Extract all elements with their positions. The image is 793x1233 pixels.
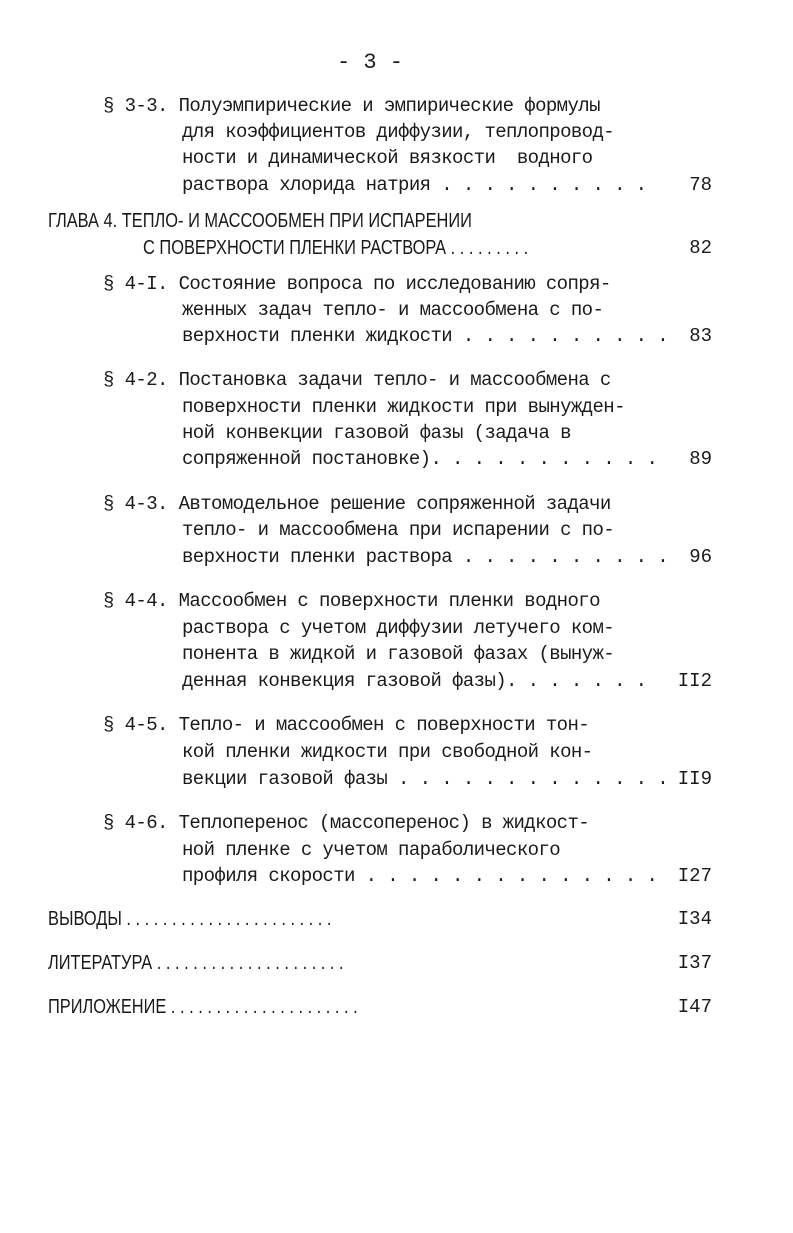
- toc-entry-4-3-line-1: § 4-3. Автомодельное решение сопряженной задачи: [103, 493, 611, 515]
- toc-entry-3-3-page: 78: [689, 174, 712, 196]
- toc-entry-4-4-page: II2: [677, 670, 712, 692]
- toc-entry-4-6-line-1: § 4-6. Теплоперенос (массоперенос) в жидкост-: [103, 812, 590, 834]
- toc-chapter-4-line-1: ГЛАВА 4. ТЕПЛО- И МАССООБМЕН ПРИ ИСПАРЕНИИ: [48, 210, 472, 232]
- toc-entry-4-2-line-3: ной конвекции газовой фазы (задача в: [182, 422, 571, 444]
- toc-conclusions-line: ВЫВОДЫ . . . . . . . . . . . . . . . . . . . . . . .: [48, 908, 332, 930]
- toc-literature-line: ЛИТЕРАТУРА . . . . . . . . . . . . . . . . . . . . .: [48, 952, 344, 974]
- toc-entry-4-6-line-2: ной пленке с учетом параболического: [182, 839, 561, 861]
- toc-appendix-page: I47: [677, 996, 712, 1018]
- toc-entry-3-3-line-4: раствора хлорида натрия . . . . . . . . . .: [182, 174, 647, 196]
- toc-chapter-4-page: 82: [689, 237, 712, 259]
- toc-entry-3-3-line-3: ности и динамической вязкости водного: [182, 147, 593, 169]
- toc-appendix-line: ПРИЛОЖЕНИЕ . . . . . . . . . . . . . . . . . . . . .: [48, 996, 358, 1018]
- toc-entry-4-1-page: 83: [689, 325, 712, 347]
- toc-entry-4-3-line-2: тепло- и массообмена при испарении с по-: [182, 519, 615, 541]
- toc-entry-4-5-line-1: § 4-5. Тепло- и массообмен с поверхности тон-: [103, 714, 590, 736]
- toc-entry-4-5-line-3: векции газовой фазы . . . . . . . . . . . . .: [182, 768, 669, 790]
- toc-entry-3-3-line-1: § 3-3. Полуэмпирические и эмпирические формулы: [103, 95, 600, 117]
- toc-entry-4-2-line-4: сопряженной постановке). . . . . . . . . . .: [182, 448, 658, 470]
- toc-chapter-4-line-2: С ПОВЕРХНОСТИ ПЛЕНКИ РАСТВОРА . . . . . . . . .: [143, 237, 529, 259]
- toc-entry-4-6-page: I27: [677, 865, 712, 887]
- toc-entry-4-3-line-3: верхности пленки раствора . . . . . . . . . .: [182, 546, 669, 568]
- toc-entry-4-2-line-1: § 4-2. Постановка задачи тепло- и массообмена с: [103, 369, 611, 391]
- toc-entry-4-5-line-2: кой пленки жидкости при свободной кон-: [182, 741, 593, 763]
- toc-entry-4-1-line-3: верхности пленки жидкости . . . . . . . . . .: [182, 325, 669, 347]
- toc-entry-3-3-line-2: для коэффициентов диффузии, теплопровод-: [182, 121, 615, 143]
- toc-entry-4-4-line-3: понента в жидкой и газовой фазах (вынуж-: [182, 643, 615, 665]
- toc-entry-4-4-line-1: § 4-4. Массообмен с поверхности пленки водного: [103, 590, 600, 612]
- toc-entry-4-4-line-4: денная конвекция газовой фазы). . . . . . .: [182, 670, 647, 692]
- toc-entry-4-4-line-2: раствора с учетом диффузии летучего ком-: [182, 617, 615, 639]
- toc-entry-4-3-page: 96: [689, 546, 712, 568]
- toc-entry-4-2-page: 89: [689, 448, 712, 470]
- toc-entry-4-6-line-3: профиля скорости . . . . . . . . . . . . . .: [182, 865, 658, 887]
- toc-entry-4-1-line-2: женных задач тепло- и массообмена с по-: [182, 299, 604, 321]
- toc-entry-4-5-page: II9: [677, 768, 712, 790]
- toc-literature-page: I37: [677, 952, 712, 974]
- toc-conclusions-page: I34: [677, 908, 712, 930]
- toc-entry-4-1-line-1: § 4-I. Состояние вопроса по исследованию сопря-: [103, 273, 611, 295]
- toc-entry-4-2-line-2: поверхности пленки жидкости при вынужден-: [182, 396, 625, 418]
- page-number: - 3 -: [336, 50, 403, 75]
